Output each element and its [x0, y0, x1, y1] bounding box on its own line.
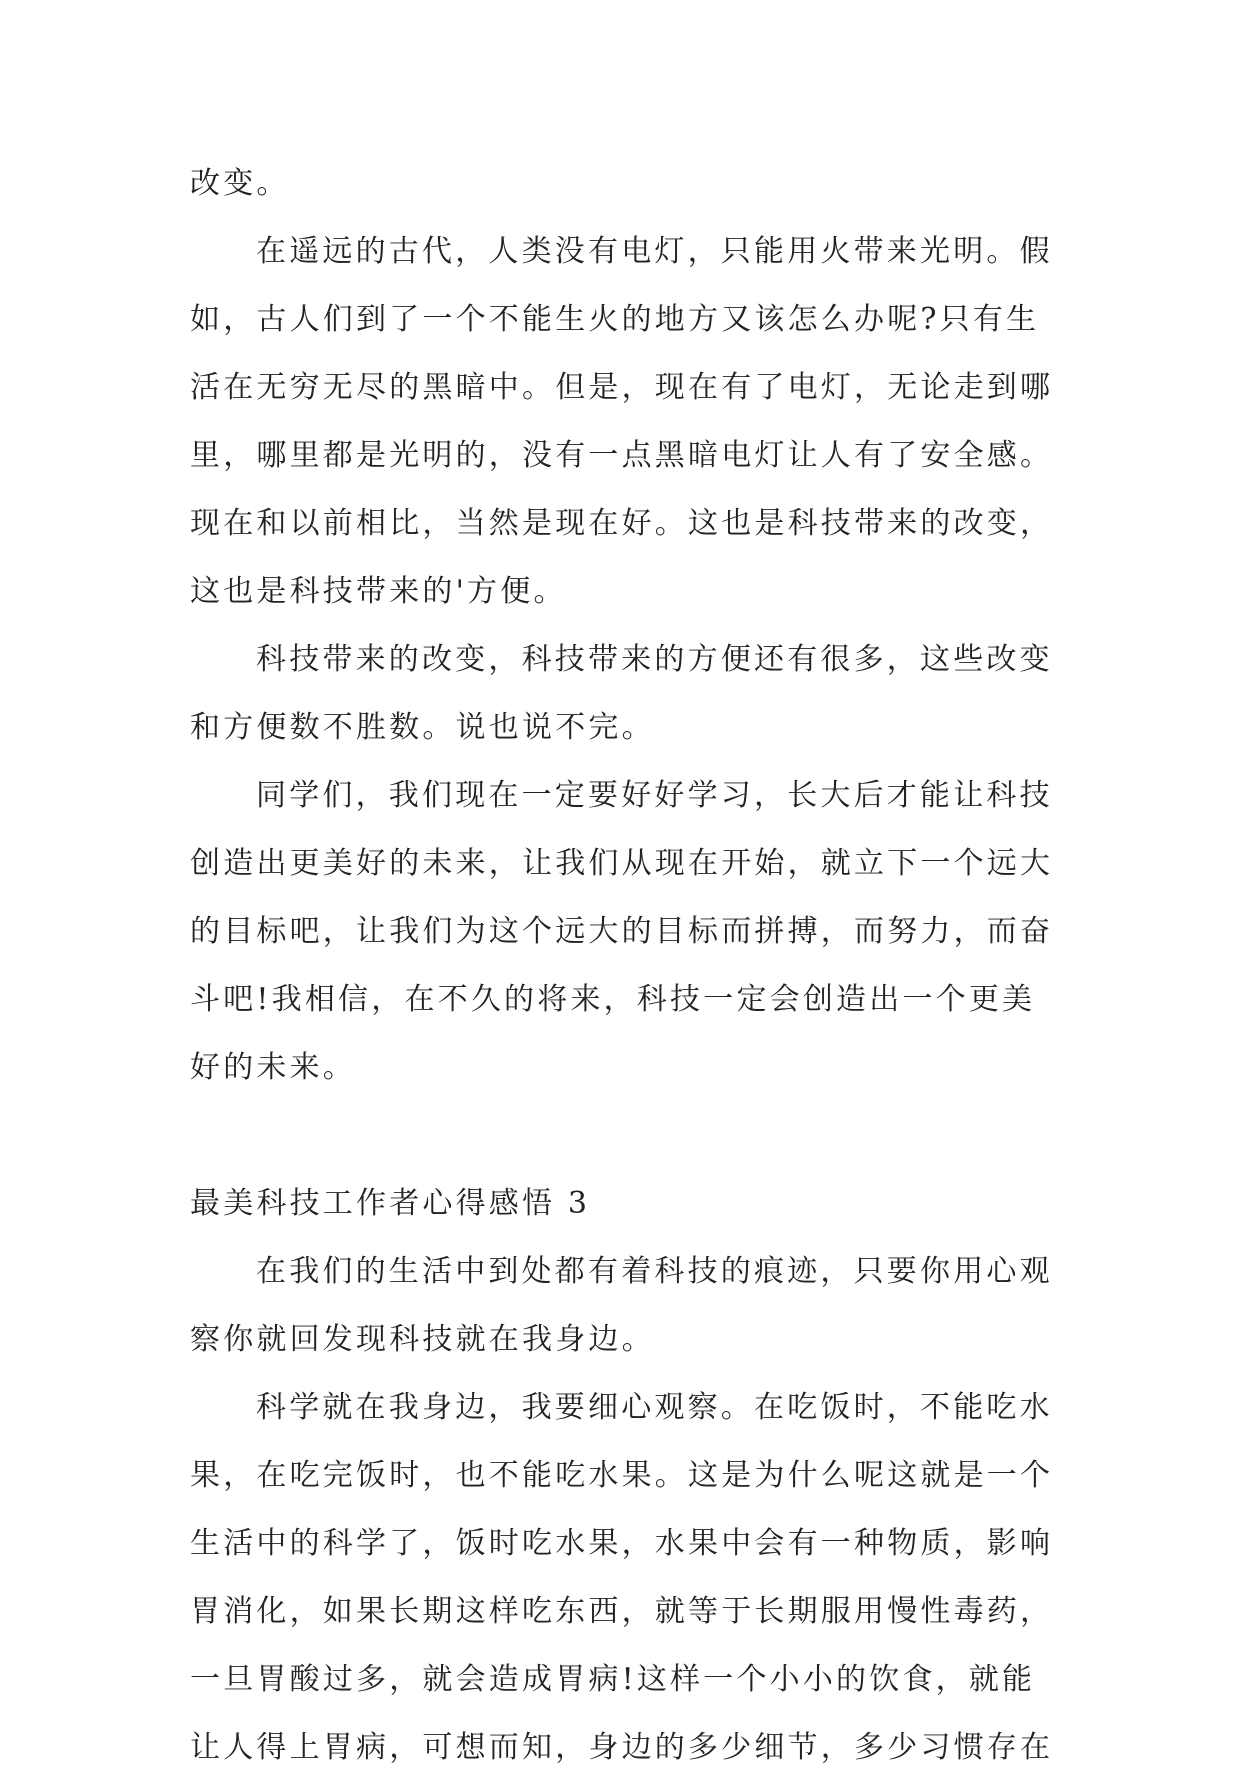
text-line: 创造出更美好的未来，让我们从现在开始，就立下一个远大 — [190, 846, 1054, 881]
paragraph-classmates — [190, 762, 1070, 1102]
text-line: 一旦胃酸过多，就会造成胃病!这样一个小小的饮食，就能 — [190, 1662, 1036, 1697]
paragraph-continuation — [190, 150, 1070, 218]
text-line: 如，古人们到了一个不能生火的地方又该怎么办呢?只有生 — [190, 302, 1040, 337]
text-line: 果，在吃完饭时，也不能吃水果。这是为什么呢这就是一个 — [190, 1458, 1054, 1493]
paragraph-traces-of-tech — [190, 1238, 1070, 1374]
text-line: 胃消化，如果长期这样吃东西，就等于长期服用慢性毒药， — [190, 1594, 1054, 1629]
text-line: 同学们，我们现在一定要好好学习，长大后才能让科技 — [256, 778, 1053, 813]
paragraph-many-changes — [190, 626, 1070, 762]
text-line: 好的未来。 — [190, 1050, 356, 1085]
text-line: 让人得上胃病，可想而知，身边的多少细节，多少习惯存在 — [190, 1730, 1054, 1765]
paragraph-ancient-light — [190, 218, 1070, 626]
section-heading — [190, 1170, 1070, 1238]
section-spacer — [190, 1102, 1070, 1170]
text-line: 科技带来的改变，科技带来的方便还有很多，这些改变 — [256, 642, 1053, 677]
document-page — [190, 150, 1070, 1782]
text-line: 活在无穷无尽的黑暗中。但是，现在有了电灯，无论走到哪 — [190, 370, 1054, 405]
text-line: 在我们的生活中到处都有着科技的痕迹，只要你用心观 — [256, 1254, 1053, 1289]
text-line: 现在和以前相比，当然是现在好。这也是科技带来的改变， — [190, 506, 1054, 541]
text-line: 这也是科技带来的'方便。 — [190, 574, 567, 609]
paragraph-science-nearby — [190, 1374, 1070, 1782]
heading-text: 最美科技工作者心得感悟 3 — [190, 1186, 591, 1221]
text-line: 科学就在我身边，我要细心观察。在吃饭时，不能吃水 — [256, 1390, 1053, 1425]
text-line: 里，哪里都是光明的，没有一点黑暗电灯让人有了安全感。 — [190, 438, 1054, 473]
text-line: 在遥远的古代，人类没有电灯，只能用火带来光明。假 — [256, 234, 1053, 269]
text-line: 的目标吧，让我们为这个远大的目标而拼搏，而努力，而奋 — [190, 914, 1054, 949]
text-line: 生活中的科学了，饭时吃水果，水果中会有一种物质，影响 — [190, 1526, 1054, 1561]
text-line: 改变。 — [190, 166, 290, 201]
text-line: 察你就回发现科技就在我身边。 — [190, 1322, 655, 1357]
text-line: 和方便数不胜数。说也说不完。 — [190, 710, 655, 745]
text-line: 斗吧!我相信，在不久的将来，科技一定会创造出一个更美 — [190, 982, 1036, 1017]
